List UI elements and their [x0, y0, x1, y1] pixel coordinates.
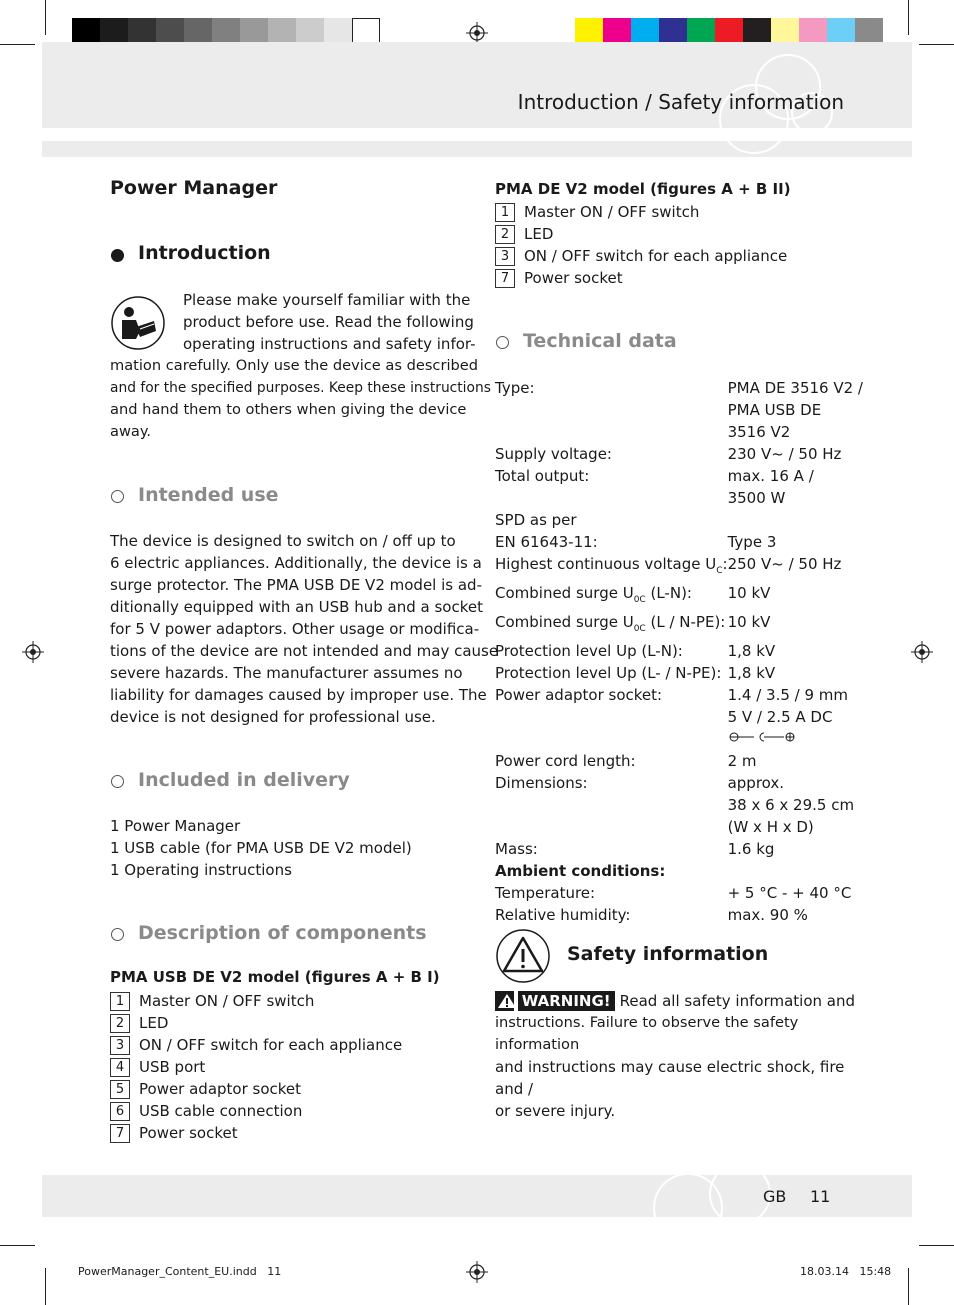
- table-row: Protection level Up (L- / N-PE): 1,8 kV: [495, 664, 776, 682]
- list-item: 5 Power adaptor socket: [110, 1078, 402, 1100]
- table-row: Combined surge $U_{0C}$ (L / N-PE): 10 kV: [495, 613, 771, 634]
- table-row: Protection level Up (L-N): 1,8 kV: [495, 642, 776, 660]
- intro-paragraph-top: Please make yourself familiar with the product before use. Read the following operating instructions and safety infor-: [183, 291, 476, 353]
- table-row: Dimensions: approx.: [495, 774, 785, 792]
- open-bullet-icon: [111, 490, 124, 503]
- list-item: 3 ON / OFF switch for each appliance: [495, 245, 787, 267]
- section-heading-safety: Safety information: [567, 943, 769, 965]
- intro-paragraph-bottom: mation carefully. Only use the device as described and for the specified purposes. Keep these instructions and hand them to others when giving the device away.: [110, 357, 491, 440]
- list-item: 1 Master ON / OFF switch: [110, 990, 402, 1012]
- table-row: SPD as per: [495, 511, 577, 529]
- table-row: Mass: 1.6 kg: [495, 840, 775, 858]
- footer-filename: PowerManager_Content_EU.indd 11: [78, 1265, 282, 1278]
- footer-language: GB: [763, 1187, 787, 1206]
- technical-data-table: [495, 377, 863, 926]
- crop-mark: [0, 1245, 35, 1246]
- list-item: 4 USB port: [110, 1056, 402, 1078]
- table-row: 38 x 6 x 29.5 cm: [727, 796, 855, 814]
- crop-mark: [908, 1268, 909, 1305]
- table-row: Temperature: + 5 °C - + 40 °C: [495, 884, 852, 902]
- list-item: 6 USB cable connection: [110, 1100, 402, 1122]
- components-subheading: PMA USB DE V2 model (figures A + B I): [110, 968, 440, 986]
- table-row: PMA USB DE: [727, 401, 822, 419]
- polarity-symbol-icon: [728, 730, 798, 744]
- list-item: 7 Power socket: [110, 1122, 402, 1144]
- table-row: 5 V / 2.5 A DC: [727, 708, 833, 726]
- list-item: 7 Power socket: [495, 267, 787, 289]
- page-header-title: Introduction / Safety information: [517, 90, 844, 114]
- decorative-circles: [640, 1150, 790, 1220]
- warning-small-icon: [495, 991, 514, 1011]
- table-row: Power adaptor socket: 1.4 / 3.5 / 9 mm: [495, 686, 849, 704]
- warning-triangle-icon: [495, 928, 551, 984]
- read-manual-icon: [110, 295, 166, 351]
- list-item: 1 Power Manager: [110, 817, 241, 835]
- registration-mark-icon: [466, 1261, 488, 1283]
- table-row: 3500 W: [727, 489, 786, 507]
- list-item: 1 Master ON / OFF switch: [495, 201, 787, 223]
- table-row: Total output: max. 16 A /: [495, 467, 814, 485]
- list-item: 3 ON / OFF switch for each appliance: [110, 1034, 402, 1056]
- table-row: Type: PMA DE 3516 V2 /: [495, 379, 863, 397]
- table-row: Power cord length: 2 m: [495, 752, 757, 770]
- crop-mark: [45, 1268, 46, 1305]
- delivery-list: [110, 815, 412, 881]
- section-heading-introduction: Introduction: [138, 242, 271, 264]
- section-heading-intended-use: Intended use: [138, 484, 279, 506]
- table-row: Highest continuous voltage $U_C$: 250 V~ / 50 Hz: [495, 555, 842, 576]
- safety-paragraph: WARNING! Read all safety information and instructions. Failure to observe the safety information and instructions may cause electric shock, fire and / or severe injury.: [495, 992, 855, 1120]
- footer-date: 18.03.14 15:48: [800, 1265, 892, 1278]
- model2-subheading: PMA DE V2 model (figures A + B II): [495, 180, 791, 198]
- filled-bullet-icon: [111, 249, 124, 262]
- page-number: 11: [810, 1187, 831, 1206]
- crop-mark: [45, 0, 46, 35]
- intended-use-paragraph: The device is designed to switch on / off up to 6 electric appliances. Additionally, the device is a surge protector. The PMA USB DE V2 model is ad- ditionally equipped with an USB hub and a socket for 5 V power adaptors. Other usage or modifica- tions of the device are not intended and may cause severe hazards. The manufacturer assumes no liability for damages caused by improper use. The device is not designed for professional use.: [110, 532, 499, 726]
- open-bullet-icon: [111, 775, 124, 788]
- list-item: 1 USB cable (for PMA USB DE V2 model): [110, 839, 412, 857]
- crop-mark: [919, 44, 954, 45]
- open-bullet-icon: [496, 336, 509, 349]
- model2-list: [495, 201, 787, 289]
- section-heading-technical-data: Technical data: [523, 330, 677, 352]
- crop-mark: [0, 44, 35, 45]
- product-title: Power Manager: [110, 177, 278, 199]
- table-row: [495, 728, 863, 750]
- open-bullet-icon: [111, 928, 124, 941]
- components-list: [110, 990, 402, 1144]
- crop-mark: [908, 0, 909, 35]
- list-item: 1 Operating instructions: [110, 861, 292, 879]
- table-row: Ambient conditions:: [495, 862, 666, 880]
- registration-mark-icon: [911, 641, 933, 663]
- table-row: Combined surge $U_{0C}$ (L-N): 10 kV: [495, 584, 771, 605]
- section-heading-components: Description of components: [138, 922, 427, 944]
- table-row: Supply voltage: 230 V~ / 50 Hz: [495, 445, 842, 463]
- registration-mark-icon: [466, 22, 488, 44]
- table-row: (W x H x D): [727, 818, 814, 836]
- registration-mark-icon: [22, 641, 44, 663]
- table-row: 3516 V2: [727, 423, 791, 441]
- section-heading-delivery: Included in delivery: [138, 769, 350, 791]
- list-item: 2 LED: [110, 1012, 402, 1034]
- table-row: EN 61643-11: Type 3: [495, 533, 777, 551]
- crop-mark: [919, 1245, 954, 1246]
- table-row: Relative humidity: max. 90 %: [495, 906, 808, 924]
- warning-badge: WARNING!: [518, 991, 615, 1011]
- list-item: 2 LED: [495, 223, 787, 245]
